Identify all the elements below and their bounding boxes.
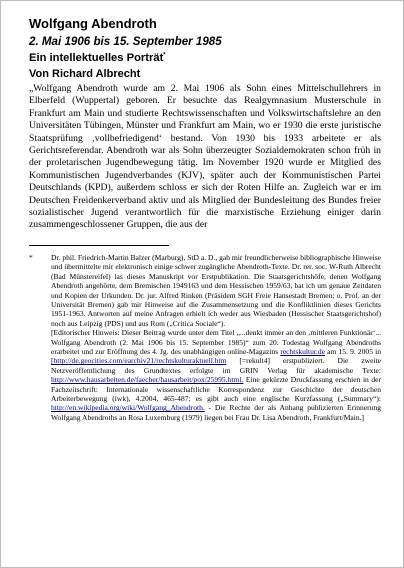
- footnote-divider: [29, 245, 169, 246]
- rechtskultur-link[interactable]: rechtskultur.de: [280, 346, 325, 356]
- footnote-acknowledgements: Dr. phil. Friedrich-Martin Balzer (Marburg), StD a. D., gab mir freundlicherweise bibliographische Hinweise und übermittelte mir elektronisch einige schwer zugängliche Abendroth-Texte. Dr. rer. soc. W-Ruth Albrecht (Bad Münstereifel) las dieses Manuskript vor Erstpublikation. Die Staatsgerichtshöfe, denen Wolfgang Abendroth angehörte, dem Bremischen 1949163 und dem Hessischen 1959/63, bat ich um genaue Zeitdaten und Kopien der Urkunden. Dr. jur. Alfred Rinken (Präsident SGH Freie Hansestadt Bremen; o. Prof. an der Universität Bremen) gab mir Hinweise auf die Zusammensetzung und die Konfliktlinien dieses Gerichts 1951-1963. Antworten auf meine Anfragen erhielt ich weder aus Wiesbaden (Hessischer Staatsgerichtshof) noch aus Leipzig (PDS) und aus Rom („Critica Sociale“).: [51, 252, 381, 328]
- footnote-grin-note: erstpubliziert. Die zweite Netzveröffentlichung des Grundtextes erfolgte im GRIN Verlag für akademische Texte:: [51, 356, 381, 375]
- section-heading: [29, 50, 381, 66]
- footnote: [29, 253, 381, 422]
- footnote-rekult-tag: [=rekult4]: [239, 356, 270, 366]
- footnote-print-note: Eine gekürzte Druckfassung erschien in der Fachzeitschrift: Internationale wissenschaftliche Korrespondenz zur Geschichte der deutschen Arbeiterbewegung (iwk), 4.2004, 465-487; es gibt auch eine englische Kurzfassung („Summary“):: [51, 375, 382, 403]
- section-heading-text: Ein intellektuelles Porträt: [29, 52, 164, 64]
- author-byline: Von Richard Albrecht: [29, 68, 141, 80]
- footnote-date: am 15. 9. 2005 in: [327, 346, 382, 356]
- hausarbeiten-link[interactable]: http://www.hausarbeiten.de/faecher/hausarbeit/pox/25995.html.: [51, 375, 244, 385]
- geocities-link[interactable]: [http://de.geocities.com/earchiv21/rechtskulturaktuell.htm: [51, 356, 227, 366]
- footnote-editorial-note: [Editorischer Hinweis: Dieser Beitrag wurde unter dem Titel „...denkt immer an den ‚mittleren Funktionär‘... Wolfgang Abendroth (2. Mai 1906 bis 15. September 1985)“ zum 20. Todestag Wolfgang Abendroths erarbeitet und zur Eröffnung des 4. Jg. des unabhängigen online-Magazins: [51, 328, 381, 356]
- document-title: Wolfgang Abendroth: [29, 16, 157, 31]
- document-subtitle: 2. Mai 1906 bis 15. September 1985: [29, 35, 222, 48]
- footnote-marker: *: [29, 252, 33, 262]
- body-paragraph: „Wolfgang Abendroth wurde am 2. Mai 1906 als Sohn eines Mittelschullehrers in Elberfeld (Wuppertal) geboren. Er besuchte das Realgymnasium Musterschule in Frankfurt am Main und studierte Rechtswissenschaften und Volkswirtschaftslehre an den Universitäten Tübingen, Münster und Frankfurt am Main, wo er 1930 die erste juristische Staatsprüfung ‚vollbefriedigend‘ bestand. Von 1930 bis 1933 arbeitete er als Gerichtsreferendar. Abendroth war als Sohn überzeugter Sozialdemokraten schon früh in der proletarischen Jugendbewegung tätig. Im November 1920 wurde er Mitglied des Kommunistischen Jugendverbandes (KJV), später auch der Kommunistischen Partei Deutschlands (KPD), außerdem schloss er sich der Roten Hilfe an. Zugleich war er im Deutschen Freidenkerverband aktiv und als Mitglied der Bundesleitung des Bundes freier sozialistischer Jugend verantwortlich für die marxistische Erziehung einiger darin zusammengeschlossener Gruppen, die aus der: [29, 83, 381, 231]
- footnote-reference[interactable]: *: [163, 52, 166, 59]
- page-content: [29, 15, 381, 422]
- wikipedia-link[interactable]: http://en.wikipedia.org/wiki/Wolfgang_Abendroth.: [51, 403, 205, 413]
- footnote-rights-note: - Die Rechte der als Anhang publizierten Erinnerung Wolfgang Abendroths an Rosa Luxemburg (1979) liegen bei Frau Dr. Lisa Abendroth, Frankfurt/Main.]: [51, 403, 382, 422]
